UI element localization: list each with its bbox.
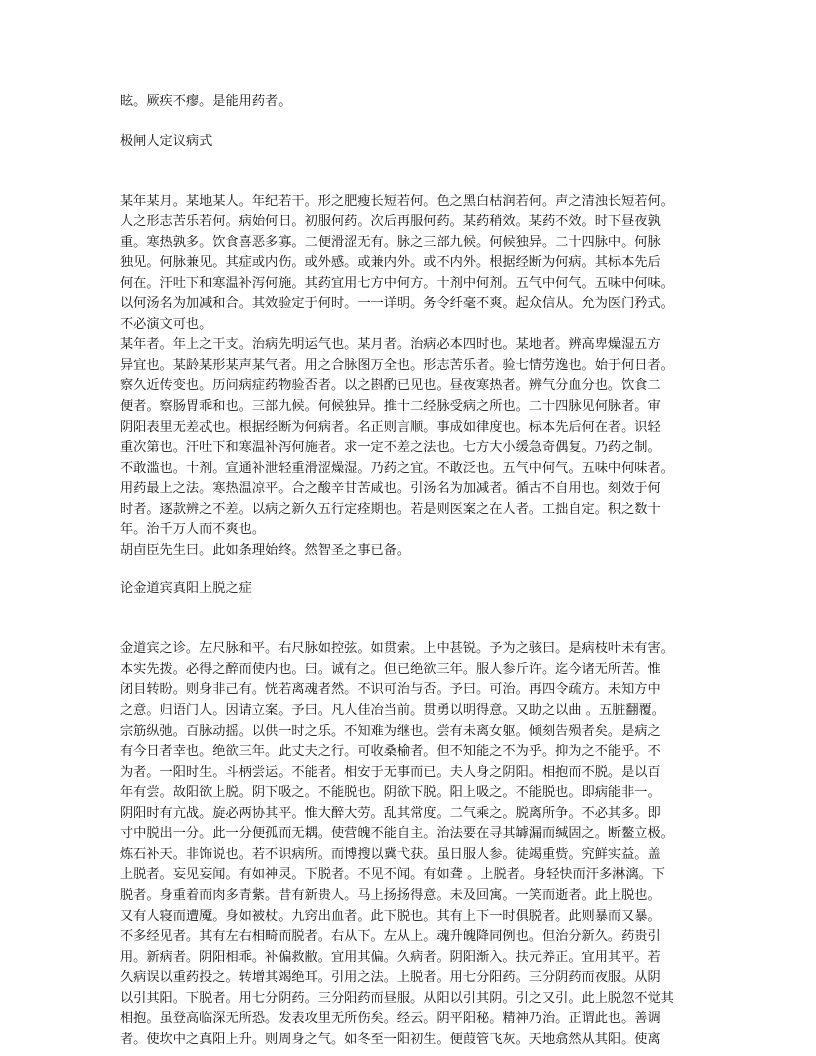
text-line: 独见。何脉兼见。其症或内伤。或外感。或兼内外。或不内外。根据经断为何病。其标本先后 [120, 255, 661, 271]
document-page [120, 92, 698, 1050]
text-line: 炼石补天。非饰说也。若不识病所。而博搜以冀弋获。虽日服人参。徒竭重赀。究鲜实益。盖 [120, 846, 661, 862]
text-line: 不多经见者。其有左右相畸而脱者。右从下。左从上。魂升魄降同例也。但治分新久。药贵引 [120, 929, 661, 945]
section-heading-bingshi: 极闸人定议病式 [120, 133, 213, 149]
text-line: 脱者。身重着而肉多青紫。昔有新贵人。马上扬扬得意。未及回寓。一笑而逝者。此上脱也。 [120, 887, 661, 903]
text-line: 久病误以重药投之。转增其竭绝耳。引用之法。上脱者。用七分阳药。三分阴药而夜服。从阴 [120, 970, 661, 986]
text-line: 阴阳表里无差忒也。根据经断为何病者。名正则言顺。事成如律度也。标本先后何在者。识轻 [120, 419, 661, 435]
text-line: 异宜也。某龄某形某声某气者。用之合脉图万全也。形志苦乐者。验七情劳逸也。始于何日者。 [120, 357, 674, 373]
text-line: 重。寒热孰多。饮食喜恶多寡。二便滑涩无有。脉之三部九候。何候独异。二十四脉中。何脉 [120, 234, 661, 250]
text-line: 上脱者。妄见妄闻。有如神灵。下脱者。不见不闻。有如聋 。上脱者。身轻快而汗多淋漓。下 [120, 867, 665, 883]
text-line: 闭目转盼。则身非己有。恍若离魂者然。不识可治与否。予曰。可治。再四令疏方。未知方中 [120, 682, 661, 698]
text-line: 又有人寝而遭魇。身如被杖。九窍出血者。此下脱也。其有上下一时俱脱者。此则暴而又暴。 [120, 908, 661, 924]
text-line: 察久近传变也。历问病症药物验否者。以之斟酌已见也。昼夜寒热者。辨气分血分也。饮食二 [120, 378, 661, 394]
text-line: 为者。一阳时生。斗柄尝运。不能者。相安于无事而已。夫人身之阴阳。相抱而不脱。是以百 [120, 764, 661, 780]
text-line: 之意。归语门人。因请立案。予曰。凡人佳冶当前。贯勇以明得意。又助之以曲 。五脏翻覆。 [120, 703, 665, 719]
text-line: 年有尝。故阳欲上脱。阴下吸之。不能脱也。阴欲下脱。阳上吸之。不能脱也。即病能非一。 [120, 785, 661, 801]
spacer [120, 599, 698, 639]
text-line: 不必演文可也。 [120, 316, 213, 332]
text-line: 时者。逐款辨之不差。以病之新久五行定痊期也。若是则医案之在人者。工拙自定。积之数十 [120, 501, 661, 517]
text-line: 重次第也。汗吐下和寒温补泻何施者。求一定不差之法也。七方大小缓急奇偶复。乃药之制。 [120, 440, 661, 456]
spacer [120, 152, 698, 192]
text-line: 以引其阳。下脱者。用七分阴药。三分阳药而昼服。从阳以引其阴。引之又引。此上脱忽不觉其 [120, 990, 674, 1006]
text-line: 以何汤名为加减和合。其效验定于何时。一一详明。务令纤毫不爽。起众信从。允为医门矜式。 [120, 296, 674, 312]
text-line: 用。新病者。阴阳相乖。补偏救敝。宜用其偏。久病者。阴阳渐入。扶元养正。宜用其平。若 [120, 949, 661, 965]
intro-line: 眩。厥疾不瘳。是能用药者。 [120, 94, 292, 109]
text-line: 有今日者幸也。绝欲三年。此丈夫之行。可收桑榆者。但不知能之不为乎。抑为之不能乎。不 [120, 744, 661, 760]
text-line: 阴阳时有亢战。旋必两协其平。惟大醉大劳。乱其常度。二气乘之。脱离所争。不必其多。即 [120, 805, 661, 821]
section-heading-jindaobin: 论金道宾真阳上脱之症 [120, 581, 252, 597]
section-body-bingshi [120, 192, 698, 562]
text-line: 用药最上之法。寒热温凉平。合之酸辛甘苦咸也。引汤名为加减者。循古不自用也。刻效于何 [120, 481, 661, 497]
text-line: 某年者。年上之干支。治病先明运气也。某月者。治病必本四时也。某地者。辨高卑燥湿五方 [120, 337, 661, 353]
text-line: 何在。汗吐下和寒温补泻何施。其药宜用七方中何方。十剂中何剂。五气中何气。五味中何味。 [120, 275, 674, 291]
text-line: 胡卣臣先生曰。此如条理始终。然智圣之事已备。 [120, 542, 411, 558]
text-line: 者。使坎中之真阳上升。则周身之气。如冬至一阳初生。便葭管飞灰。天地翕然从其阳。使离 [120, 1031, 661, 1047]
text-line: 相抱。虽登高临深无所恐。发表攻里无所伤矣。经云。阴平阳秘。精神乃治。正谓此也。善调 [120, 1011, 661, 1027]
text-line: 金道宾之诊。左尺脉和平。右尺脉如控弦。如贯索。上中甚锐。予为之骇曰。是病枝叶未有害。 [120, 641, 674, 657]
text-line: 不敢滥也。十剂。宣通补泄轻重滑涩燥湿。乃药之宜。不敢泛也。五气中何气。五味中何味者。 [120, 460, 674, 476]
text-line: 便者。察肠胃乖和也。三部九候。何候独异。推十二经脉受病之所也。二十四脉见何脉者。审 [120, 399, 661, 415]
text-line: 某年某月。某地某人。年纪若干。形之肥瘦长短若何。色之黑白枯润若何。声之清浊长短若何。 [120, 193, 674, 209]
text-line: 宗筋纵弛。百脉动摇。以供一时之乐。不知难为继也。尝有未离女躯。倾刻告殒者矣。是病之 [120, 723, 661, 739]
spacer [120, 113, 698, 132]
text-line: 年。治千万人而不爽也。 [120, 522, 266, 538]
text-line: 本实先拨。必得之醉而使内也。曰。诚有之。但已绝欲三年。服人参斤许。迄今诸无所苦。惟 [120, 661, 661, 677]
text-line: 寸中脱出一分。此一分便孤而无耦。使营魄不能自主。治法要在寻其罅漏而缄固之。断鳌立极。 [120, 826, 674, 842]
spacer [120, 561, 698, 579]
text-line: 人之形志苦乐若何。病始何日。初服何药。次后再服何药。某药稍效。某药不效。时下昼夜孰 [120, 214, 661, 230]
section-body-jindaobin [120, 639, 698, 1050]
